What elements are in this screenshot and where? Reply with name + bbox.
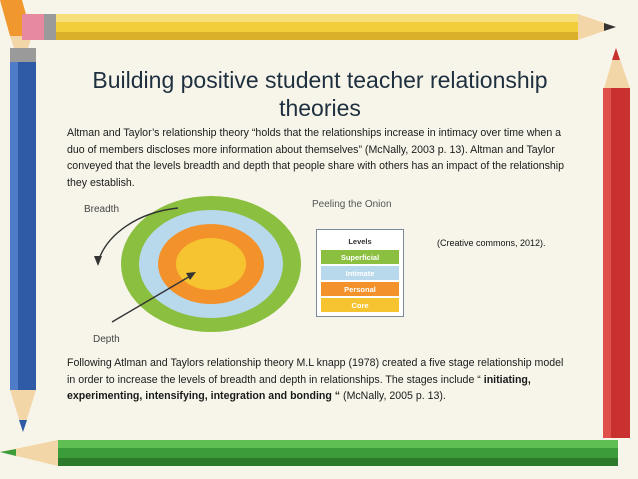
- ring-core: [176, 238, 246, 290]
- onion-diagram: [94, 196, 301, 332]
- depth-label: Depth: [93, 334, 120, 345]
- onion-title: Peeling the Onion: [312, 199, 392, 210]
- level-personal: Personal: [321, 282, 399, 296]
- level-intimate: Intimate: [321, 266, 399, 280]
- green-pencil-bottom: [0, 440, 618, 466]
- levels-header: Levels: [348, 236, 372, 246]
- paragraph-altman-taylor: Altman and Taylor’s relationship theory “holds that the relationships increase in intimacy over time when a duo of members discloses more information about themselves” (McNally, 2003 p. 13). Altman and Taylor conveyed that the levels breadth and depth that people share with others has an impact of the relationship they establish.: [67, 127, 565, 189]
- citation: (Creative commons, 2012).: [437, 238, 546, 248]
- paragraph-knapp-citation: (McNally, 2005 p. 13).: [340, 390, 446, 402]
- breadth-arrowhead: [94, 256, 102, 266]
- yellow-pencil-top: [22, 14, 616, 40]
- paragraph-knapp: [67, 355, 567, 405]
- paragraph-knapp-intro: Following Atlman and Taylors relationship theory M.L knapp (1978) created a five stage relationship model in order to increase the levels of breadth and depth in relationships. The stages include “: [67, 357, 564, 386]
- level-core: Core: [321, 298, 399, 312]
- level-superficial: Superficial: [321, 250, 399, 264]
- stages-list: initiating, experimenting, intensifying, integration and bonding “: [67, 373, 531, 402]
- red-pencil-right: [603, 48, 630, 438]
- blue-pencil-left: [10, 48, 36, 432]
- breadth-label: Breadth: [84, 204, 120, 215]
- slide-title: Building positive student teacher relationship theories: [92, 67, 548, 121]
- levels-table: [316, 229, 404, 317]
